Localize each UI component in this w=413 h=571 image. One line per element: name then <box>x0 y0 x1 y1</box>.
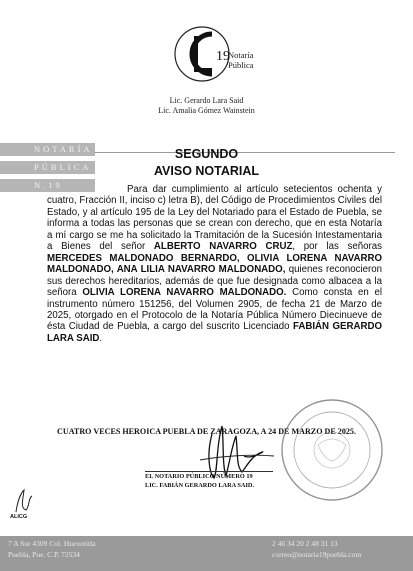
logo-caption-notaria: Notaría <box>228 50 254 60</box>
alicg-label: ALICG <box>10 514 28 520</box>
notice-body <box>47 184 382 344</box>
initials-scribble <box>8 488 38 514</box>
signature-name: LIC. FABIÁN GERARDO LARA SAID. <box>145 482 255 489</box>
logo-caption <box>228 50 254 70</box>
notary-name: FABIÁN GERARDO LARA SAID <box>47 321 383 344</box>
lawyer-name-1: Lic. Gerardo Lara Said <box>169 96 244 105</box>
title-segundo: SEGUNDO <box>174 147 239 161</box>
title-aviso-notarial: AVISO NOTARIAL <box>153 164 260 178</box>
footer-contact <box>272 538 361 560</box>
footer-address <box>8 538 96 560</box>
footer-address-city: Puebla, Pue. C.P. 72534 <box>8 550 80 559</box>
heirs-names: MERCEDES MALDONADO BERNARDO, OLIVIA LORENA NAVARRO MALDONADO, ANA LILIA NAVARRO MALDONADO, <box>47 252 382 276</box>
side-band-number: N.19 <box>0 179 95 192</box>
side-band-publica: PÚBLICA <box>0 161 95 174</box>
alicg-initials <box>8 488 38 522</box>
lawyer-name-2: Lic. Amalia Gómez Wainstein <box>158 106 255 115</box>
notary-seal-stamp <box>270 395 390 505</box>
signature-title: EL NOTARIO PÚBLICO NÚMERO 19 <box>145 473 253 480</box>
place-and-date: CUATRO VECES HEROICA PUEBLA DE ZARAGOZA, A 24 DE MARZO DE 2025. <box>57 427 356 436</box>
footer-phones: 2 46 34 20 2 48 31 13 <box>272 539 338 548</box>
side-band-notaria: NOTARÍA <box>0 143 95 156</box>
executor-name: OLIVIA LORENA NAVARRO MALDONADO. <box>82 287 287 299</box>
deceased-name: ALBERTO NAVARRO CRUZ <box>153 241 293 253</box>
footer-address-street: 7 A Sur 4309 Col. Huexotitla <box>8 539 96 548</box>
lawyer-names <box>0 96 413 116</box>
signature-block <box>145 472 254 490</box>
logo-caption-publica: Pública <box>228 60 254 70</box>
footer-email: correo@notaria19puebla.com <box>272 550 362 559</box>
footer-band <box>0 536 413 571</box>
notice-paragraph: Para dar cumplimiento al artículo setecientos ochenta y cuatro, Fracción II, inciso c) letra B), del Código de Procedimientos Civiles del Estado, y al artículo 195 de la Ley del Notariado para el Estado de Puebla, se informa a todas las personas que se crean con derecho, que en esta Notaría a mí cargo se me ha solicitado la Tramitación de la Sucesión Intestamentaria a Bienes del señor ALBERTO NAVARRO CRUZ, por las señoras MERCEDES MALDONADO BERNARDO, OLIVIA LORENA NAVARRO MALDONADO, ANA LILIA NAVARRO MALDONADO, quienes reconocieron sus derechos hereditarios, además de que fue designada como albacea a la señora OLIVIA LORENA NAVARRO MALDONADO. Como consta en el instrumento número 151256, del Volumen 2905, de fecha 21 de Marzo de 2025, otorgado en el Protocolo de la Notaría Pública Número Diecinueve de ésta Ciudad de Puebla, a cargo del suscrito Licenciado FABIÁN GERARDO LARA SAID. <box>47 184 383 344</box>
svg-text:19: 19 <box>216 49 230 64</box>
